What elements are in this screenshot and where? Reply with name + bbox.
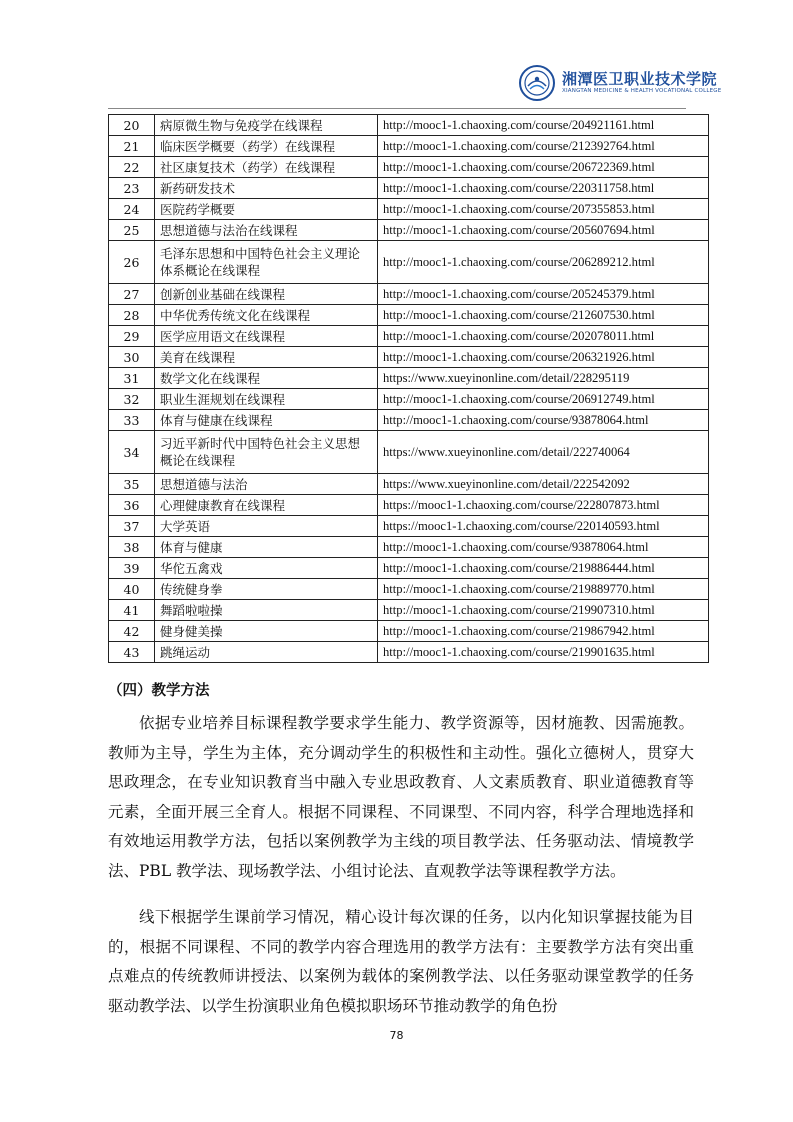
course-link[interactable]: http://mooc1-1.chaoxing.com/course/202078011.html (378, 326, 709, 347)
course-name: 毛泽东思想和中国特色社会主义理论体系概论在线课程 (155, 241, 378, 284)
course-number: 35 (109, 474, 155, 495)
course-number: 34 (109, 431, 155, 474)
course-number: 37 (109, 516, 155, 537)
course-number: 21 (109, 136, 155, 157)
table-row (109, 600, 709, 621)
course-name: 社区康复技术（药学）在线课程 (155, 157, 378, 178)
table-row (109, 178, 709, 199)
section-title: （四）教学方法 (108, 683, 210, 699)
paragraph-offline-teaching: 线下根据学生课前学习情况，精心设计每次课的任务，以内化知识掌握技能为目的，根据不同课程、不同的教学内容合理选用的教学方法有：主要教学方法有突出重点难点的传统教师讲授法、以案例为载体的案例教学法、以任务驱动课堂教学的任务驱动教学法、以学生扮演职业角色模拟职场环节推动教学的角色扮 (108, 908, 694, 1015)
table-row (109, 284, 709, 305)
table-row (109, 431, 709, 474)
course-number: 36 (109, 495, 155, 516)
course-link[interactable]: http://mooc1-1.chaoxing.com/course/212392764.html (378, 136, 709, 157)
course-number: 25 (109, 220, 155, 241)
table-row (109, 241, 709, 284)
table-row (109, 495, 709, 516)
course-name: 医学应用语文在线课程 (155, 326, 378, 347)
course-table (108, 114, 709, 663)
table-row (109, 115, 709, 136)
table-row (109, 347, 709, 368)
course-number: 32 (109, 389, 155, 410)
course-link[interactable]: http://mooc1-1.chaoxing.com/course/212607530.html (378, 305, 709, 326)
course-link[interactable]: https://www.xueyinonline.com/detail/222740064 (378, 431, 709, 474)
course-number: 40 (109, 579, 155, 600)
course-number: 20 (109, 115, 155, 136)
course-number: 26 (109, 241, 155, 284)
course-name: 病原微生物与免疫学在线课程 (155, 115, 378, 136)
table-row (109, 157, 709, 178)
course-link[interactable]: http://mooc1-1.chaoxing.com/course/219867942.html (378, 621, 709, 642)
course-name: 跳绳运动 (155, 642, 378, 663)
table-row (109, 579, 709, 600)
course-link[interactable]: http://mooc1-1.chaoxing.com/course/206912749.html (378, 389, 709, 410)
table-row (109, 326, 709, 347)
header-divider (108, 108, 686, 109)
course-link[interactable]: http://mooc1-1.chaoxing.com/course/207355853.html (378, 199, 709, 220)
page-number: 78 (389, 1029, 404, 1042)
course-name: 临床医学概要（药学）在线课程 (155, 136, 378, 157)
course-number: 22 (109, 157, 155, 178)
course-name: 创新创业基础在线课程 (155, 284, 378, 305)
course-name: 数学文化在线课程 (155, 368, 378, 389)
course-link[interactable]: http://mooc1-1.chaoxing.com/course/93878064.html (378, 537, 709, 558)
course-name: 体育与健康在线课程 (155, 410, 378, 431)
table-row (109, 474, 709, 495)
course-number: 41 (109, 600, 155, 621)
course-number: 42 (109, 621, 155, 642)
course-name: 大学英语 (155, 516, 378, 537)
course-link[interactable]: https://www.xueyinonline.com/detail/228295119 (378, 368, 709, 389)
course-link[interactable]: http://mooc1-1.chaoxing.com/course/206321926.html (378, 347, 709, 368)
course-name: 华佗五禽戏 (155, 558, 378, 579)
table-row (109, 389, 709, 410)
paragraph-teaching-methods: 依据专业培养目标课程教学要求学生能力、教学资源等，因材施教、因需施教。教师为主导，学生为主体，充分调动学生的积极性和主动性。强化立德树人，贯穿大思政理念，在专业知识教育当中融入专业思政教育、人文素质教育、职业道德教育等元素，全面开展三全育人。根据不同课程、不同课型、不同内容，科学合理地选择和有效地运用教学方法，包括以案例教学为主线的项目教学法、任务驱动法、情境教学法、PBL 教学法、现场教学法、小组讨论法、直观教学法等课程教学方法。 (108, 714, 694, 880)
course-number: 27 (109, 284, 155, 305)
course-name: 习近平新时代中国特色社会主义思想概论在线课程 (155, 431, 378, 474)
course-number: 24 (109, 199, 155, 220)
course-number: 39 (109, 558, 155, 579)
table-row (109, 537, 709, 558)
course-number: 38 (109, 537, 155, 558)
course-name: 思想道德与法治在线课程 (155, 220, 378, 241)
course-name: 传统健身拳 (155, 579, 378, 600)
course-number: 23 (109, 178, 155, 199)
table-row (109, 305, 709, 326)
college-name: 湘潭医卫职业技术学院 (562, 70, 718, 88)
table-row (109, 516, 709, 537)
course-link[interactable]: https://www.xueyinonline.com/detail/222542092 (378, 474, 709, 495)
course-name: 体育与健康 (155, 537, 378, 558)
course-link[interactable]: http://mooc1-1.chaoxing.com/course/219889770.html (378, 579, 709, 600)
course-link[interactable]: http://mooc1-1.chaoxing.com/course/205245379.html (378, 284, 709, 305)
table-row (109, 368, 709, 389)
course-name: 舞蹈啦啦操 (155, 600, 378, 621)
course-link[interactable]: http://mooc1-1.chaoxing.com/course/93878064.html (378, 410, 709, 431)
course-number: 31 (109, 368, 155, 389)
table-row (109, 220, 709, 241)
table-row (109, 410, 709, 431)
college-name-en: XIANGTAN MEDICINE & HEALTH VOCATIONAL COLLEGE (562, 88, 722, 94)
table-row (109, 136, 709, 157)
course-link[interactable]: http://mooc1-1.chaoxing.com/course/219886444.html (378, 558, 709, 579)
course-link[interactable]: http://mooc1-1.chaoxing.com/course/204921161.html (378, 115, 709, 136)
course-name: 中华优秀传统文化在线课程 (155, 305, 378, 326)
college-logo (518, 64, 722, 102)
course-number: 28 (109, 305, 155, 326)
course-name: 健身健美操 (155, 621, 378, 642)
course-link[interactable]: http://mooc1-1.chaoxing.com/course/220311758.html (378, 178, 709, 199)
course-number: 43 (109, 642, 155, 663)
course-link[interactable]: http://mooc1-1.chaoxing.com/course/219901635.html (378, 642, 709, 663)
course-name: 医院药学概要 (155, 199, 378, 220)
course-name: 心理健康教育在线课程 (155, 495, 378, 516)
course-name: 职业生涯规划在线课程 (155, 389, 378, 410)
course-name: 美育在线课程 (155, 347, 378, 368)
course-link[interactable]: https://mooc1-1.chaoxing.com/course/220140593.html (378, 516, 709, 537)
table-row (109, 642, 709, 663)
table-row (109, 558, 709, 579)
course-number: 33 (109, 410, 155, 431)
course-name: 新药研发技术 (155, 178, 378, 199)
course-name: 思想道德与法治 (155, 474, 378, 495)
course-link[interactable]: http://mooc1-1.chaoxing.com/course/206722369.html (378, 157, 709, 178)
table-row (109, 199, 709, 220)
course-link[interactable]: https://mooc1-1.chaoxing.com/course/222807873.html (378, 495, 709, 516)
course-table-body (109, 115, 709, 663)
course-link[interactable]: http://mooc1-1.chaoxing.com/course/205607694.html (378, 220, 709, 241)
course-link[interactable]: http://mooc1-1.chaoxing.com/course/206289212.html (378, 241, 709, 284)
course-number: 29 (109, 326, 155, 347)
course-link[interactable]: http://mooc1-1.chaoxing.com/course/219907310.html (378, 600, 709, 621)
course-number: 30 (109, 347, 155, 368)
college-emblem-icon (518, 64, 556, 102)
table-row (109, 621, 709, 642)
